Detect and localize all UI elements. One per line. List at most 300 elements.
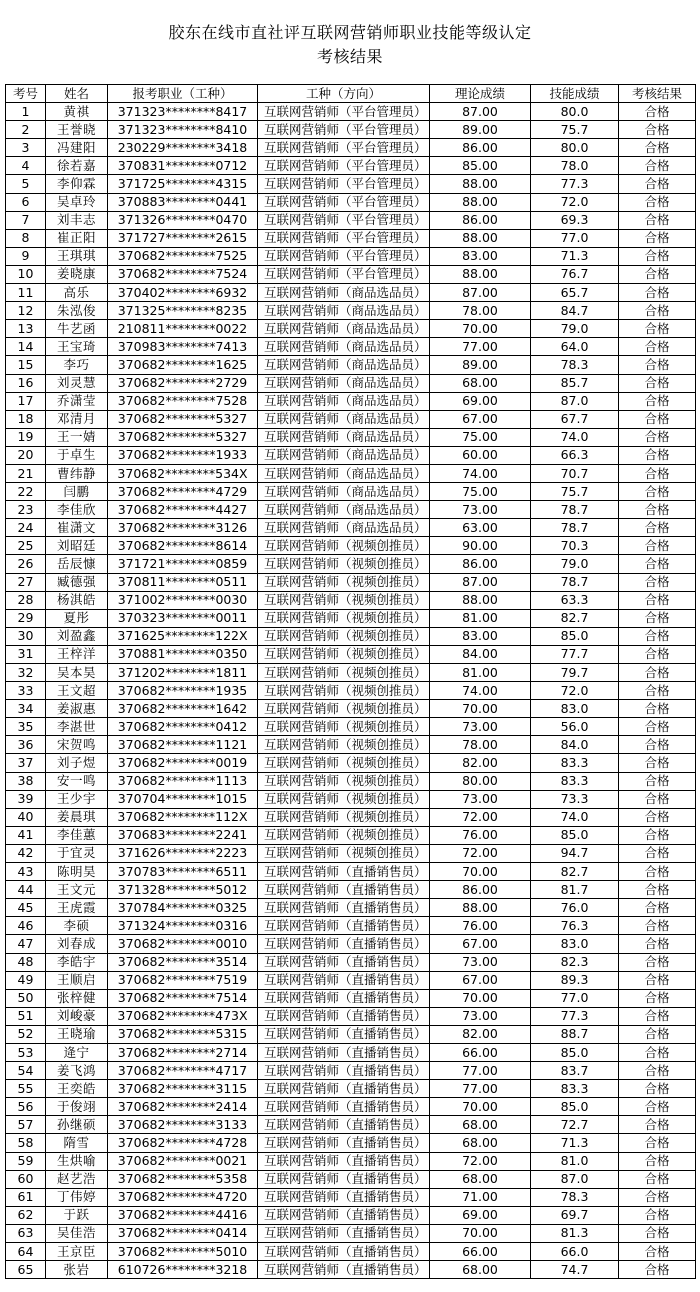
- cell-theory-score: 88.00: [430, 229, 531, 247]
- cell-result: 合格: [619, 157, 696, 175]
- table-row: [6, 718, 696, 736]
- cell-theory-score: 86.00: [430, 881, 531, 899]
- cell-id-number: 370883********0441: [108, 193, 258, 211]
- cell-theory-score: 73.00: [430, 790, 531, 808]
- cell-result: 合格: [619, 1043, 696, 1061]
- cell-name: 丁伟婷: [46, 1188, 108, 1206]
- cell-direction: 互联网营销师（直播销售员）: [258, 863, 430, 881]
- header-exam-number: 考号: [6, 85, 46, 103]
- table-row: [6, 320, 696, 338]
- cell-theory-score: 73.00: [430, 953, 531, 971]
- cell-skill-score: 69.3: [531, 211, 619, 229]
- cell-result: 合格: [619, 175, 696, 193]
- table-row: [6, 1261, 696, 1279]
- cell-theory-score: 67.00: [430, 935, 531, 953]
- cell-name: 宋贺鸣: [46, 736, 108, 754]
- cell-exam-number: 59: [6, 1152, 46, 1170]
- cell-theory-score: 68.00: [430, 1134, 531, 1152]
- cell-exam-number: 39: [6, 790, 46, 808]
- cell-result: 合格: [619, 808, 696, 826]
- cell-id-number: 371323********8410: [108, 121, 258, 139]
- cell-id-number: 370682********5327: [108, 428, 258, 446]
- cell-direction: 互联网营销师（直播销售员）: [258, 1007, 430, 1025]
- cell-exam-number: 45: [6, 899, 46, 917]
- cell-direction: 互联网营销师（平台管理员）: [258, 103, 430, 121]
- cell-exam-number: 21: [6, 464, 46, 482]
- cell-result: 合格: [619, 1062, 696, 1080]
- cell-result: 合格: [619, 881, 696, 899]
- table-header-row: [6, 85, 696, 103]
- cell-direction: 互联网营销师（直播销售员）: [258, 1043, 430, 1061]
- cell-exam-number: 24: [6, 519, 46, 537]
- header-occupation: 报考职业（工种）: [108, 85, 258, 103]
- cell-skill-score: 78.7: [531, 501, 619, 519]
- table-body: [6, 103, 696, 1279]
- cell-exam-number: 23: [6, 501, 46, 519]
- cell-skill-score: 85.0: [531, 627, 619, 645]
- table-row: [6, 844, 696, 862]
- cell-name: 姜淑惠: [46, 700, 108, 718]
- cell-theory-score: 68.00: [430, 1116, 531, 1134]
- cell-skill-score: 88.7: [531, 1025, 619, 1043]
- table-row: [6, 1007, 696, 1025]
- document-subtitle: 考核结果: [316, 47, 383, 66]
- cell-id-number: 370682********8614: [108, 537, 258, 555]
- cell-skill-score: 75.7: [531, 121, 619, 139]
- cell-exam-number: 34: [6, 700, 46, 718]
- cell-name: 刘春成: [46, 935, 108, 953]
- cell-name: 刘峻豪: [46, 1007, 108, 1025]
- cell-theory-score: 74.00: [430, 682, 531, 700]
- cell-name: 于卓生: [46, 446, 108, 464]
- cell-direction: 互联网营销师（商品选品员）: [258, 338, 430, 356]
- cell-id-number: 371326********0470: [108, 211, 258, 229]
- table-row: [6, 1080, 696, 1098]
- header-result: 考核结果: [619, 85, 696, 103]
- cell-direction: 互联网营销师（直播销售员）: [258, 1188, 430, 1206]
- cell-name: 臧德强: [46, 573, 108, 591]
- cell-id-number: 370682********3115: [108, 1080, 258, 1098]
- cell-id-number: 370402********6932: [108, 284, 258, 302]
- cell-exam-number: 44: [6, 881, 46, 899]
- cell-theory-score: 74.00: [430, 464, 531, 482]
- cell-theory-score: 86.00: [430, 139, 531, 157]
- table-row: [6, 265, 696, 283]
- cell-id-number: 370682********7524: [108, 265, 258, 283]
- cell-theory-score: 70.00: [430, 1224, 531, 1242]
- cell-id-number: 370682********473X: [108, 1007, 258, 1025]
- cell-exam-number: 41: [6, 826, 46, 844]
- table-row: [6, 1243, 696, 1261]
- cell-exam-number: 56: [6, 1098, 46, 1116]
- cell-theory-score: 72.00: [430, 808, 531, 826]
- cell-theory-score: 87.00: [430, 284, 531, 302]
- cell-theory-score: 69.00: [430, 1206, 531, 1224]
- cell-name: 冯建阳: [46, 139, 108, 157]
- cell-result: 合格: [619, 645, 696, 663]
- cell-direction: 互联网营销师（直播销售员）: [258, 1224, 430, 1242]
- cell-theory-score: 89.00: [430, 121, 531, 139]
- cell-id-number: 370682********0010: [108, 935, 258, 953]
- table-row: [6, 573, 696, 591]
- cell-theory-score: 88.00: [430, 193, 531, 211]
- cell-skill-score: 85.0: [531, 1043, 619, 1061]
- cell-direction: 互联网营销师（商品选品员）: [258, 483, 430, 501]
- cell-skill-score: 84.7: [531, 302, 619, 320]
- cell-skill-score: 77.0: [531, 989, 619, 1007]
- cell-result: 合格: [619, 754, 696, 772]
- cell-exam-number: 10: [6, 265, 46, 283]
- cell-result: 合格: [619, 537, 696, 555]
- cell-name: 张岩: [46, 1261, 108, 1279]
- cell-result: 合格: [619, 971, 696, 989]
- cell-result: 合格: [619, 826, 696, 844]
- cell-direction: 互联网营销师（直播销售员）: [258, 1080, 430, 1098]
- cell-id-number: 371626********2223: [108, 844, 258, 862]
- cell-theory-score: 89.00: [430, 356, 531, 374]
- cell-skill-score: 81.0: [531, 1152, 619, 1170]
- cell-id-number: 610726********3218: [108, 1261, 258, 1279]
- cell-exam-number: 27: [6, 573, 46, 591]
- cell-theory-score: 84.00: [430, 645, 531, 663]
- cell-id-number: 371328********5012: [108, 881, 258, 899]
- cell-theory-score: 86.00: [430, 211, 531, 229]
- cell-result: 合格: [619, 446, 696, 464]
- cell-exam-number: 8: [6, 229, 46, 247]
- cell-skill-score: 75.7: [531, 483, 619, 501]
- cell-skill-score: 78.3: [531, 1188, 619, 1206]
- cell-skill-score: 71.3: [531, 247, 619, 265]
- cell-result: 合格: [619, 591, 696, 609]
- cell-direction: 互联网营销师（平台管理员）: [258, 139, 430, 157]
- cell-theory-score: 70.00: [430, 1098, 531, 1116]
- cell-theory-score: 81.00: [430, 609, 531, 627]
- cell-skill-score: 76.0: [531, 899, 619, 917]
- cell-skill-score: 80.0: [531, 139, 619, 157]
- cell-skill-score: 83.0: [531, 700, 619, 718]
- cell-name: 邓清月: [46, 410, 108, 428]
- cell-theory-score: 68.00: [430, 1170, 531, 1188]
- cell-exam-number: 50: [6, 989, 46, 1007]
- cell-skill-score: 76.3: [531, 917, 619, 935]
- cell-exam-number: 55: [6, 1080, 46, 1098]
- cell-name: 李硕: [46, 917, 108, 935]
- cell-result: 合格: [619, 320, 696, 338]
- cell-skill-score: 56.0: [531, 718, 619, 736]
- cell-direction: 互联网营销师（商品选品员）: [258, 284, 430, 302]
- cell-result: 合格: [619, 338, 696, 356]
- cell-id-number: 370323********0011: [108, 609, 258, 627]
- cell-exam-number: 29: [6, 609, 46, 627]
- cell-id-number: 370682********5010: [108, 1243, 258, 1261]
- cell-direction: 互联网营销师（直播销售员）: [258, 953, 430, 971]
- cell-result: 合格: [619, 211, 696, 229]
- cell-theory-score: 77.00: [430, 1062, 531, 1080]
- results-table: [5, 84, 696, 1279]
- cell-direction: 互联网营销师（视频创推员）: [258, 718, 430, 736]
- cell-id-number: 370682********0021: [108, 1152, 258, 1170]
- cell-name: 姜晓康: [46, 265, 108, 283]
- cell-direction: 互联网营销师（直播销售员）: [258, 917, 430, 935]
- cell-theory-score: 78.00: [430, 736, 531, 754]
- cell-name: 夏彤: [46, 609, 108, 627]
- table-row: [6, 247, 696, 265]
- cell-result: 合格: [619, 899, 696, 917]
- cell-id-number: 371002********0030: [108, 591, 258, 609]
- table-row: [6, 899, 696, 917]
- cell-theory-score: 67.00: [430, 410, 531, 428]
- cell-exam-number: 53: [6, 1043, 46, 1061]
- cell-exam-number: 6: [6, 193, 46, 211]
- cell-skill-score: 70.7: [531, 464, 619, 482]
- cell-exam-number: 37: [6, 754, 46, 772]
- cell-direction: 互联网营销师（直播销售员）: [258, 899, 430, 917]
- table-row: [6, 953, 696, 971]
- cell-exam-number: 40: [6, 808, 46, 826]
- cell-direction: 互联网营销师（商品选品员）: [258, 356, 430, 374]
- cell-name: 李佳蕙: [46, 826, 108, 844]
- cell-id-number: 370682********1933: [108, 446, 258, 464]
- cell-exam-number: 17: [6, 392, 46, 410]
- cell-name: 王少宇: [46, 790, 108, 808]
- cell-skill-score: 77.3: [531, 175, 619, 193]
- cell-id-number: 370682********3514: [108, 953, 258, 971]
- cell-name: 孙继硕: [46, 1116, 108, 1134]
- cell-direction: 互联网营销师（直播销售员）: [258, 935, 430, 953]
- cell-id-number: 370682********5327: [108, 410, 258, 428]
- cell-name: 乔潇莹: [46, 392, 108, 410]
- table-row: [6, 736, 696, 754]
- table-row: [6, 645, 696, 663]
- cell-id-number: 370682********7514: [108, 989, 258, 1007]
- cell-id-number: 370682********2414: [108, 1098, 258, 1116]
- cell-exam-number: 62: [6, 1206, 46, 1224]
- table-row: [6, 537, 696, 555]
- table-row: [6, 410, 696, 428]
- cell-theory-score: 70.00: [430, 989, 531, 1007]
- cell-theory-score: 86.00: [430, 555, 531, 573]
- cell-name: 逄宁: [46, 1043, 108, 1061]
- cell-name: 刘丰志: [46, 211, 108, 229]
- cell-direction: 互联网营销师（直播销售员）: [258, 971, 430, 989]
- table-row: [6, 284, 696, 302]
- cell-result: 合格: [619, 121, 696, 139]
- cell-skill-score: 70.3: [531, 537, 619, 555]
- cell-exam-number: 20: [6, 446, 46, 464]
- cell-skill-score: 82.7: [531, 609, 619, 627]
- cell-exam-number: 9: [6, 247, 46, 265]
- cell-skill-score: 87.0: [531, 392, 619, 410]
- cell-exam-number: 43: [6, 863, 46, 881]
- cell-id-number: 371202********1811: [108, 664, 258, 682]
- cell-name: 朱泓俊: [46, 302, 108, 320]
- cell-exam-number: 58: [6, 1134, 46, 1152]
- cell-result: 合格: [619, 103, 696, 121]
- cell-skill-score: 83.7: [531, 1062, 619, 1080]
- cell-skill-score: 94.7: [531, 844, 619, 862]
- cell-direction: 互联网营销师（直播销售员）: [258, 1170, 430, 1188]
- table-row: [6, 1116, 696, 1134]
- cell-name: 崔潇文: [46, 519, 108, 537]
- cell-exam-number: 4: [6, 157, 46, 175]
- cell-theory-score: 81.00: [430, 664, 531, 682]
- table-row: [6, 483, 696, 501]
- cell-skill-score: 83.0: [531, 935, 619, 953]
- cell-result: 合格: [619, 1206, 696, 1224]
- cell-exam-number: 54: [6, 1062, 46, 1080]
- cell-id-number: 370682********4416: [108, 1206, 258, 1224]
- cell-exam-number: 19: [6, 428, 46, 446]
- cell-exam-number: 51: [6, 1007, 46, 1025]
- cell-skill-score: 65.7: [531, 284, 619, 302]
- cell-theory-score: 88.00: [430, 175, 531, 193]
- cell-name: 李湛世: [46, 718, 108, 736]
- cell-id-number: 370704********1015: [108, 790, 258, 808]
- cell-id-number: 371727********2615: [108, 229, 258, 247]
- table-row: [6, 700, 696, 718]
- cell-theory-score: 68.00: [430, 374, 531, 392]
- cell-direction: 互联网营销师（视频创推员）: [258, 627, 430, 645]
- cell-direction: 互联网营销师（直播销售员）: [258, 1206, 430, 1224]
- cell-skill-score: 82.3: [531, 953, 619, 971]
- table-row: [6, 1134, 696, 1152]
- cell-exam-number: 38: [6, 772, 46, 790]
- cell-exam-number: 60: [6, 1170, 46, 1188]
- cell-id-number: 370682********3133: [108, 1116, 258, 1134]
- cell-id-number: 210811********0022: [108, 320, 258, 338]
- cell-theory-score: 77.00: [430, 1080, 531, 1098]
- cell-result: 合格: [619, 356, 696, 374]
- cell-name: 刘子煜: [46, 754, 108, 772]
- cell-theory-score: 80.00: [430, 772, 531, 790]
- cell-direction: 互联网营销师（直播销售员）: [258, 1062, 430, 1080]
- cell-result: 合格: [619, 736, 696, 754]
- table-row: [6, 392, 696, 410]
- cell-theory-score: 73.00: [430, 501, 531, 519]
- cell-theory-score: 88.00: [430, 591, 531, 609]
- table-row: [6, 971, 696, 989]
- cell-skill-score: 74.7: [531, 1261, 619, 1279]
- cell-exam-number: 36: [6, 736, 46, 754]
- cell-exam-number: 49: [6, 971, 46, 989]
- cell-result: 合格: [619, 483, 696, 501]
- cell-result: 合格: [619, 1098, 696, 1116]
- cell-direction: 互联网营销师（直播销售员）: [258, 1243, 430, 1261]
- cell-result: 合格: [619, 1116, 696, 1134]
- cell-theory-score: 69.00: [430, 392, 531, 410]
- cell-skill-score: 77.3: [531, 1007, 619, 1025]
- cell-name: 刘盈鑫: [46, 627, 108, 645]
- cell-direction: 互联网营销师（平台管理员）: [258, 211, 430, 229]
- cell-theory-score: 68.00: [430, 1261, 531, 1279]
- cell-result: 合格: [619, 1152, 696, 1170]
- cell-id-number: 371325********8235: [108, 302, 258, 320]
- cell-name: 李仰霖: [46, 175, 108, 193]
- cell-skill-score: 79.0: [531, 320, 619, 338]
- table-row: [6, 989, 696, 1007]
- cell-skill-score: 78.7: [531, 573, 619, 591]
- cell-id-number: 370682********112X: [108, 808, 258, 826]
- cell-skill-score: 83.3: [531, 754, 619, 772]
- cell-name: 吴卓玲: [46, 193, 108, 211]
- cell-name: 岳辰慷: [46, 555, 108, 573]
- cell-id-number: 370682********1642: [108, 700, 258, 718]
- cell-name: 黄祺: [46, 103, 108, 121]
- cell-result: 合格: [619, 844, 696, 862]
- cell-direction: 互联网营销师（视频创推员）: [258, 736, 430, 754]
- cell-id-number: 370682********5315: [108, 1025, 258, 1043]
- cell-result: 合格: [619, 555, 696, 573]
- cell-name: 姜晨琪: [46, 808, 108, 826]
- cell-id-number: 370881********0350: [108, 645, 258, 663]
- table-row: [6, 808, 696, 826]
- cell-skill-score: 80.0: [531, 103, 619, 121]
- header-theory-score: 理论成绩: [430, 85, 531, 103]
- cell-id-number: 370682********2714: [108, 1043, 258, 1061]
- cell-id-number: 370682********1625: [108, 356, 258, 374]
- table-row: [6, 464, 696, 482]
- cell-name: 陈明昊: [46, 863, 108, 881]
- table-row: [6, 881, 696, 899]
- cell-skill-score: 89.3: [531, 971, 619, 989]
- cell-name: 王文元: [46, 881, 108, 899]
- cell-theory-score: 87.00: [430, 573, 531, 591]
- cell-direction: 互联网营销师（视频创推员）: [258, 609, 430, 627]
- cell-direction: 互联网营销师（商品选品员）: [258, 446, 430, 464]
- cell-direction: 互联网营销师（直播销售员）: [258, 1098, 430, 1116]
- cell-name: 曹纬静: [46, 464, 108, 482]
- cell-exam-number: 61: [6, 1188, 46, 1206]
- cell-direction: 互联网营销师（视频创推员）: [258, 826, 430, 844]
- cell-name: 徐若嘉: [46, 157, 108, 175]
- cell-exam-number: 3: [6, 139, 46, 157]
- cell-result: 合格: [619, 609, 696, 627]
- cell-direction: 互联网营销师（平台管理员）: [258, 193, 430, 211]
- cell-result: 合格: [619, 917, 696, 935]
- cell-direction: 互联网营销师（平台管理员）: [258, 265, 430, 283]
- cell-exam-number: 28: [6, 591, 46, 609]
- cell-theory-score: 85.00: [430, 157, 531, 175]
- cell-theory-score: 66.00: [430, 1243, 531, 1261]
- cell-exam-number: 31: [6, 645, 46, 663]
- cell-theory-score: 73.00: [430, 718, 531, 736]
- cell-result: 合格: [619, 284, 696, 302]
- cell-theory-score: 76.00: [430, 917, 531, 935]
- cell-exam-number: 33: [6, 682, 46, 700]
- cell-exam-number: 7: [6, 211, 46, 229]
- cell-name: 李佳欣: [46, 501, 108, 519]
- cell-theory-score: 87.00: [430, 103, 531, 121]
- cell-theory-score: 78.00: [430, 302, 531, 320]
- cell-direction: 互联网营销师（视频创推员）: [258, 844, 430, 862]
- cell-exam-number: 18: [6, 410, 46, 428]
- cell-theory-score: 77.00: [430, 338, 531, 356]
- table-row: [6, 1170, 696, 1188]
- cell-result: 合格: [619, 573, 696, 591]
- cell-exam-number: 12: [6, 302, 46, 320]
- cell-skill-score: 79.7: [531, 664, 619, 682]
- cell-skill-score: 77.0: [531, 229, 619, 247]
- cell-name: 杨淇皓: [46, 591, 108, 609]
- table-row: [6, 193, 696, 211]
- cell-direction: 互联网营销师（视频创推员）: [258, 682, 430, 700]
- cell-result: 合格: [619, 464, 696, 482]
- cell-direction: 互联网营销师（商品选品员）: [258, 501, 430, 519]
- cell-id-number: 370682********7519: [108, 971, 258, 989]
- cell-exam-number: 13: [6, 320, 46, 338]
- cell-name: 安一鸣: [46, 772, 108, 790]
- cell-result: 合格: [619, 139, 696, 157]
